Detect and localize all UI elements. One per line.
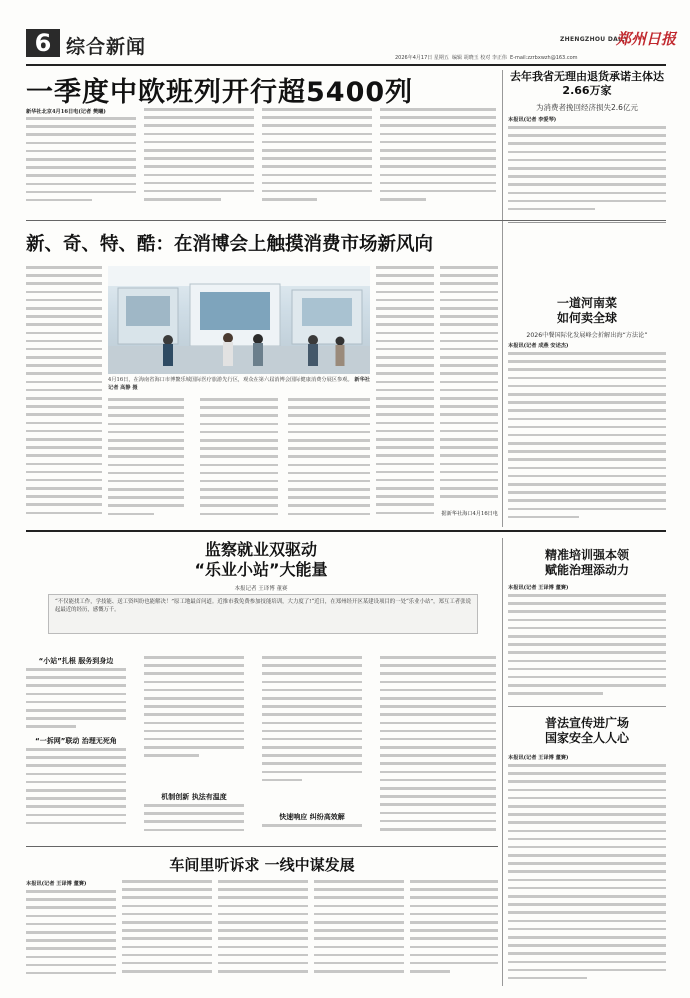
story2-text [508, 126, 666, 216]
story5-bottom-rule [26, 846, 498, 847]
masthead [0, 22, 690, 66]
story4-subhead: 2026中餐国际化发展峰会折解出海“方法论” [526, 332, 648, 339]
story5-col2a-text [144, 656, 244, 766]
story4-byline: 本报讯(记者 成燕 安述杰) [508, 343, 569, 349]
paper-name-en: ZHENGZHOU DAILY [560, 36, 629, 43]
story6-text [508, 594, 666, 700]
story4-headline: 一道河南菜 如何卖全球 [556, 296, 617, 325]
story4-text [508, 352, 666, 524]
story1-byline: 新华社北京4月16日电(记者 樊曦) [26, 109, 106, 115]
story3-bottom-rule [26, 530, 666, 532]
story8-col4-text [314, 880, 404, 986]
story3-col3-text [200, 398, 278, 522]
paper-logo: 郑州日报 [616, 30, 677, 48]
story5-byline: 本报记者 王译博 董赛 [234, 586, 288, 592]
story1-col1-text [26, 117, 136, 209]
story3-col1-text [26, 266, 102, 522]
story3-credit: 据新华社海口4月16日电 [441, 511, 498, 517]
story1-col4-text [380, 108, 496, 208]
story3-headline: 新、奇、特、酷：在消博会上触摸消费市场新风向 [26, 234, 434, 255]
column-divider-lower [502, 538, 503, 986]
column-divider [502, 70, 503, 527]
story5-subhead-2: “一拆网”联动 治理无死角 [35, 737, 117, 745]
story5-col4-text [380, 656, 496, 838]
story5-headline: 监察就业双驱动 “乐业小站”大能量 [194, 540, 328, 579]
story3-col2-text [108, 398, 184, 522]
story2-subhead: 为消费者挽回经济损失2.6亿元 [536, 103, 638, 112]
story8-headline: 车间里听诉求 一线中谋发展 [169, 856, 355, 874]
story3-col4-text [288, 398, 370, 522]
story5-col1b-text [26, 748, 126, 836]
story6-bottom-rule [508, 706, 666, 707]
story1-headline: 一季度中欧班列开行超5400列 [26, 77, 414, 108]
story5-lede-box: “不仅能找工作，学技能、送工资纠纷也能解决！”原工地最首问道。近推市我免费参加技能培训，大力度了!“近日，在郑州经开区某建设项目的一处“乐业小站”，郑互工者张说起最近的经历，感慨万千。 [48, 594, 478, 634]
story3-col5-text [376, 266, 434, 522]
date-line: 2026年4月17日 星期五 编辑 胡晓玉 校对 李正伟 E-mail:zzrbxwzh@163.com [395, 55, 578, 61]
story6-headline: 精准培训强本领 赋能治理添动力 [544, 548, 629, 577]
masthead-rule [26, 64, 666, 66]
story7-text [508, 764, 666, 986]
story2-headline: 去年我省无理由退货承诺主体达2.66万家 [510, 70, 664, 97]
exhibition-photo-art [108, 266, 370, 374]
story5-subhead-1: “小站”扎根 服务到身边 [38, 657, 114, 665]
story8-col2-text [122, 880, 212, 986]
story8-col1-text [26, 890, 116, 986]
story2-byline: 本报讯(记者 李爱琴) [508, 117, 557, 123]
story7-headline: 普法宣传进广场 国家安全人人心 [544, 716, 629, 745]
story1-bottom-rule [26, 220, 666, 221]
story1-columns [26, 108, 496, 212]
section-title: 综合新闻 [66, 36, 147, 58]
story1-col2-text [144, 108, 254, 208]
story5-col2b-text [144, 804, 244, 836]
page-number: 6 [34, 29, 52, 57]
story5-col1a-text [26, 668, 126, 732]
story2-bottom-rule [508, 222, 666, 223]
exhibition-photo [108, 266, 370, 374]
story5-subhead-4: 快速响应 纠纷高效解 [279, 813, 345, 821]
story5-col3a-text [262, 656, 362, 786]
story5-col3b-text [262, 824, 362, 838]
story3-col6-text [440, 266, 498, 506]
photo-caption: 4月16日，在海南省海口市博鳌乐城国际医疗旅游先行区，观众在第六届消博会国际健康消费分展区参观。 新华社记者 高静 摄 [108, 377, 370, 392]
story8-col3-text [218, 880, 308, 986]
story8-col5-text [410, 880, 498, 986]
story6-byline: 本报讯(记者 王译博 董赛) [508, 585, 569, 591]
story1-col3-text [262, 108, 372, 208]
story5-subhead-3: 机制创新 执法有温度 [161, 793, 227, 801]
page-number-box [26, 29, 60, 57]
story8-byline: 本报讯(记者 王译博 董赛) [26, 881, 87, 887]
story7-byline: 本报讯(记者 王译博 董赛) [508, 755, 569, 761]
